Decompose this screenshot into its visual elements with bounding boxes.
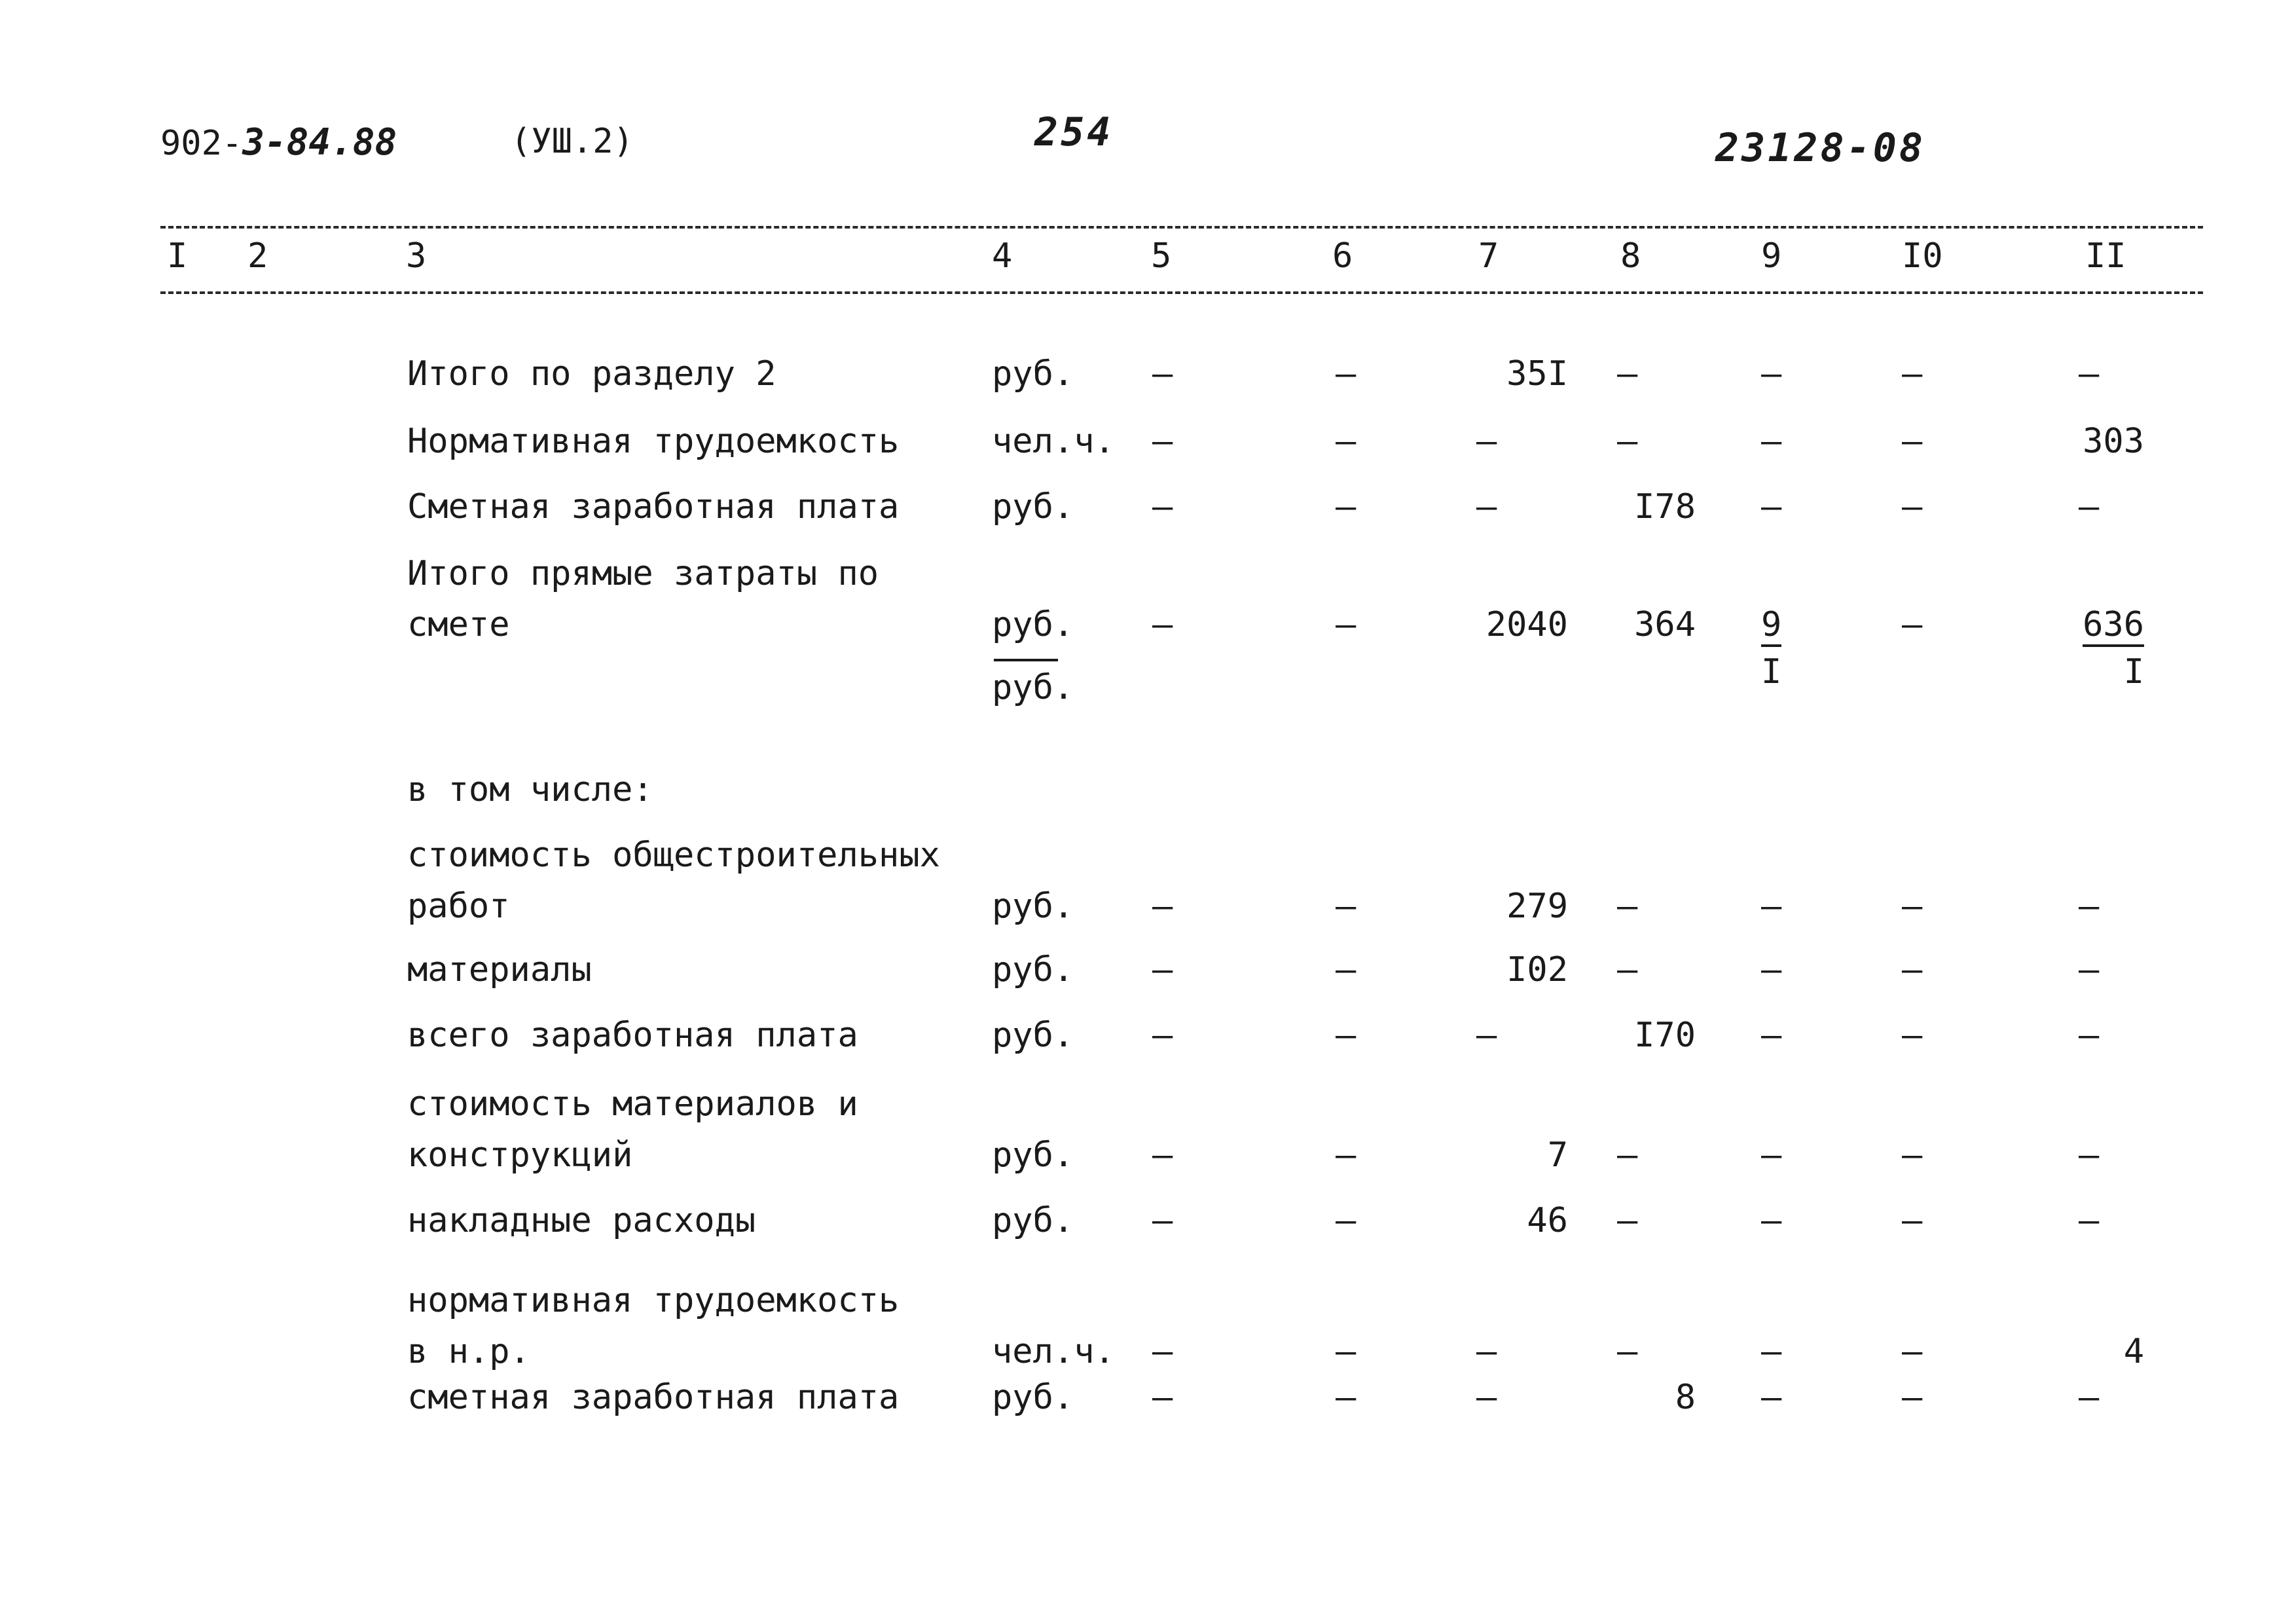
column-header-7: 7 xyxy=(1478,236,1499,276)
row-3-c10: – xyxy=(1902,605,1923,644)
row-8-unit: руб. xyxy=(992,1135,1074,1175)
row-5-c8: – xyxy=(1617,887,1638,926)
row-8-c11: – xyxy=(2079,1135,2100,1175)
row-10-c6: – xyxy=(1336,1332,1357,1371)
row-7-unit: руб. xyxy=(992,1016,1074,1055)
row-8-c7: 7 xyxy=(1547,1135,1568,1175)
row-9-c9: – xyxy=(1761,1201,1782,1240)
row-5-c5: – xyxy=(1152,887,1173,926)
row-8-c6: – xyxy=(1336,1135,1357,1175)
column-header-2: 2 xyxy=(247,236,268,276)
row-10-c8: – xyxy=(1617,1332,1638,1371)
row-7-name-line-0: всего заработная плата xyxy=(407,1016,858,1055)
row-4-name-line-0: в том числе: xyxy=(407,770,653,809)
row-0-c8: – xyxy=(1617,354,1638,394)
row-0-c11: – xyxy=(2079,354,2100,394)
row-11-c11: – xyxy=(2079,1378,2100,1417)
row-2-c11: – xyxy=(2079,487,2100,526)
row-9-c6: – xyxy=(1336,1201,1357,1240)
doc-code xyxy=(160,121,397,164)
row-10-unit: чел.ч. xyxy=(992,1332,1115,1371)
row-1-c6: – xyxy=(1336,422,1357,461)
row-2-c7: – xyxy=(1476,487,1497,526)
column-header-11: II xyxy=(2085,236,2126,276)
row-3-c8: 364 xyxy=(1634,605,1696,644)
row-2-c6: – xyxy=(1336,487,1357,526)
row-11-name-line-0: сметная заработная плата xyxy=(407,1378,900,1417)
header-rule-bottom xyxy=(160,291,2203,294)
row-3-c7: 2040 xyxy=(1485,605,1568,644)
row-2-unit: руб. xyxy=(992,487,1074,526)
row-2-c10: – xyxy=(1902,487,1923,526)
row-11-c5: – xyxy=(1152,1378,1173,1417)
row-3-c11-denominator: I xyxy=(2123,652,2144,692)
row-7-c5: – xyxy=(1152,1016,1173,1055)
row-7-c8: I70 xyxy=(1634,1016,1696,1055)
row-11-c7: – xyxy=(1476,1378,1497,1417)
row-5-c11: – xyxy=(2079,887,2100,926)
registration-number: 23128-08 xyxy=(1715,125,1925,171)
row-9-name-line-0: накладные расходы xyxy=(407,1201,756,1240)
row-3-c9: 9 xyxy=(1761,608,1781,647)
row-0-c10: – xyxy=(1902,354,1923,394)
row-6-c10: – xyxy=(1902,950,1923,989)
row-3-unit-fraction-line xyxy=(994,659,1058,661)
row-9-c10: – xyxy=(1902,1201,1923,1240)
row-7-c10: – xyxy=(1902,1016,1923,1055)
row-7-c7: – xyxy=(1476,1016,1497,1055)
row-1-c5: – xyxy=(1152,422,1173,461)
row-9-c8: – xyxy=(1617,1201,1638,1240)
row-5-name-line-0: стоимость общестроительных xyxy=(407,836,940,875)
row-6-c8: – xyxy=(1617,950,1638,989)
column-header-6: 6 xyxy=(1332,236,1353,276)
row-2-c5: – xyxy=(1152,487,1173,526)
row-8-c8: – xyxy=(1617,1135,1638,1175)
column-header-8: 8 xyxy=(1620,236,1641,276)
row-5-c7: 279 xyxy=(1506,887,1568,926)
row-3-c9-denominator: I xyxy=(1761,652,1782,692)
row-3-unit: руб. xyxy=(992,605,1074,644)
row-0-name-line-0: Итого по разделу 2 xyxy=(407,354,776,394)
doc-code-prefix: 902- xyxy=(160,124,243,163)
column-header-10: I0 xyxy=(1902,236,1943,276)
row-10-c9: – xyxy=(1761,1332,1782,1371)
row-10-c7: – xyxy=(1476,1332,1497,1371)
row-8-name-line-0: стоимость материалов и xyxy=(407,1084,858,1124)
column-header-9: 9 xyxy=(1761,236,1782,276)
row-1-c11: 303 xyxy=(2083,422,2144,461)
row-0-unit: руб. xyxy=(992,354,1074,394)
row-9-c7: 46 xyxy=(1527,1201,1568,1240)
row-1-c10: – xyxy=(1902,422,1923,461)
row-1-c8: – xyxy=(1617,422,1638,461)
row-5-c9: – xyxy=(1761,887,1782,926)
row-6-name-line-0: материалы xyxy=(407,950,592,989)
row-11-c6: – xyxy=(1336,1378,1357,1417)
row-2-name-line-0: Сметная заработная плата xyxy=(407,487,900,526)
row-8-c9: – xyxy=(1761,1135,1782,1175)
row-7-c9: – xyxy=(1761,1016,1782,1055)
row-3-c5: – xyxy=(1152,605,1173,644)
row-1-name-line-0: Нормативная трудоемкость xyxy=(407,422,900,461)
row-8-c10: – xyxy=(1902,1135,1923,1175)
doc-code-hand: 3-84.88 xyxy=(242,121,397,164)
row-0-c9: – xyxy=(1761,354,1782,394)
row-6-c6: – xyxy=(1336,950,1357,989)
row-5-name-line-1: работ xyxy=(407,887,510,926)
row-5-unit: руб. xyxy=(992,887,1074,926)
row-1-c9: – xyxy=(1761,422,1782,461)
row-7-c6: – xyxy=(1336,1016,1357,1055)
row-0-c7: 35I xyxy=(1506,354,1568,394)
row-9-c5: – xyxy=(1152,1201,1173,1240)
row-11-unit: руб. xyxy=(992,1378,1074,1417)
row-6-c5: – xyxy=(1152,950,1173,989)
row-10-c5: – xyxy=(1152,1332,1173,1371)
column-header-5: 5 xyxy=(1151,236,1172,276)
row-5-c10: – xyxy=(1902,887,1923,926)
row-10-c11: 4 xyxy=(2123,1332,2144,1371)
row-9-c11: – xyxy=(2079,1201,2100,1240)
header-rule-top xyxy=(160,226,2203,229)
row-6-c7: I02 xyxy=(1506,950,1568,989)
row-3-c6: – xyxy=(1336,605,1357,644)
row-7-c11: – xyxy=(2079,1016,2100,1055)
row-10-name-line-1: в н.р. xyxy=(407,1332,530,1371)
row-8-c5: – xyxy=(1152,1135,1173,1175)
row-11-c10: – xyxy=(1902,1378,1923,1417)
row-9-unit: руб. xyxy=(992,1201,1074,1240)
row-6-c11: – xyxy=(2079,950,2100,989)
row-11-c8: 8 xyxy=(1675,1378,1696,1417)
row-2-c8: I78 xyxy=(1634,487,1696,526)
row-6-unit: руб. xyxy=(992,950,1074,989)
row-11-c9: – xyxy=(1761,1378,1782,1417)
row-3-c11: 636 xyxy=(2083,608,2144,647)
row-2-c9: – xyxy=(1761,487,1782,526)
column-header-4: 4 xyxy=(992,236,1013,276)
page-number: 254 xyxy=(1034,109,1114,155)
row-0-c6: – xyxy=(1336,354,1357,394)
row-10-name-line-0: нормативная трудоемкость xyxy=(407,1281,900,1320)
row-3-name-line-1: смете xyxy=(407,605,510,644)
row-3-unit-denominator: руб. xyxy=(992,668,1074,707)
row-1-unit: чел.ч. xyxy=(992,422,1115,461)
row-3-name-line-0: Итого прямые затраты по xyxy=(407,554,879,593)
row-6-c9: – xyxy=(1761,950,1782,989)
row-8-name-line-1: конструкций xyxy=(407,1135,633,1175)
section-label: (УШ.2) xyxy=(511,122,634,161)
row-5-c6: – xyxy=(1336,887,1357,926)
column-header-1: I xyxy=(167,236,188,276)
row-10-c10: – xyxy=(1902,1332,1923,1371)
column-header-3: 3 xyxy=(406,236,427,276)
row-1-c7: – xyxy=(1476,422,1497,461)
row-0-c5: – xyxy=(1152,354,1173,394)
